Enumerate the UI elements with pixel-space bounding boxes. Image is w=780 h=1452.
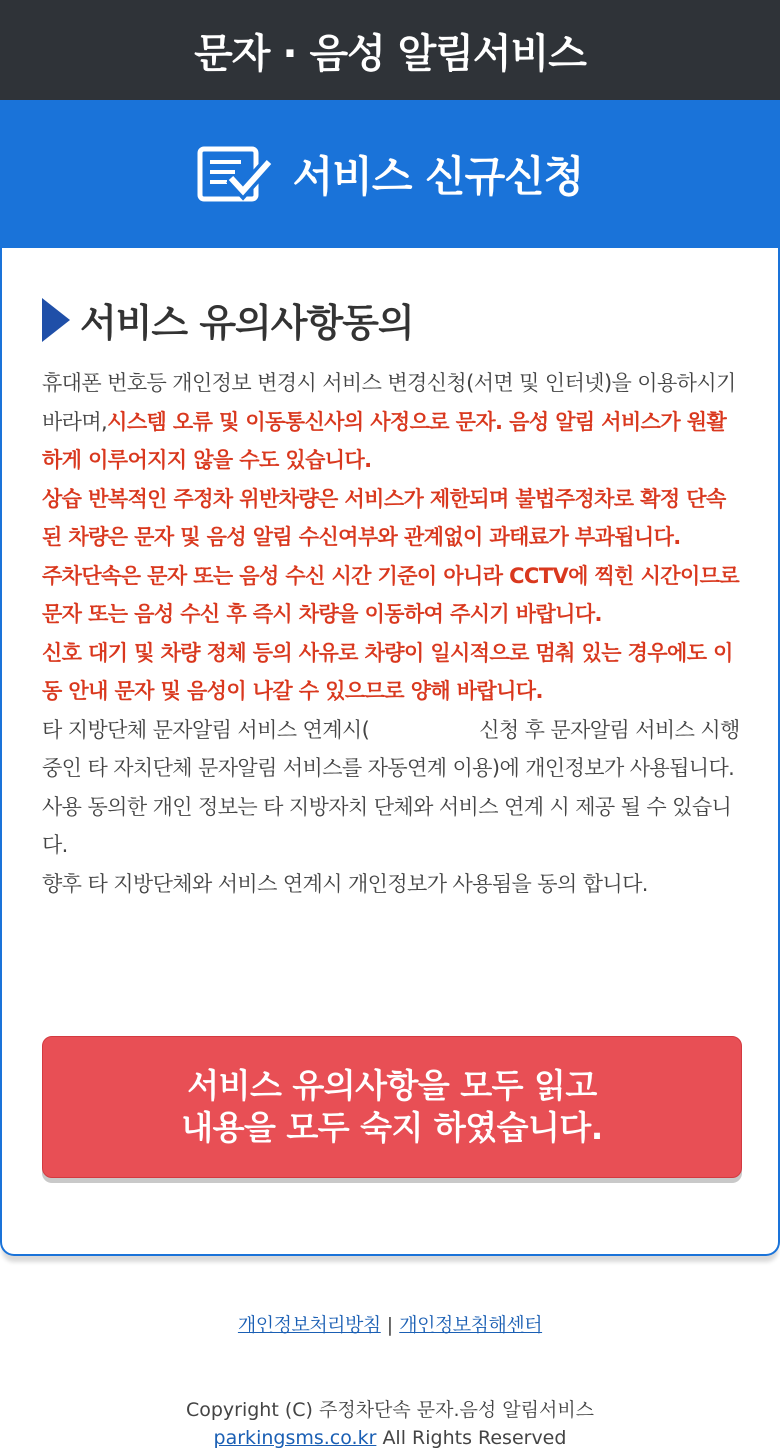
notice-warning-2: 상습 반복적인 주정차 위반차량은 서비스가 제한되며 불법주정차로 확정 단속된 차량은 문자 및 음성 알림 수신여부와 관계없이 과태료가 부과됩니다. — [42, 486, 726, 549]
domain-link[interactable]: parkingsms.co.kr — [213, 1427, 377, 1449]
agree-button-line2: 내용을 모두 숙지 하였습니다. — [181, 1108, 603, 1147]
triangle-bullet-icon — [42, 298, 70, 342]
section-title: 서비스 유의사항동의 — [80, 301, 414, 345]
notice-linkage-b: 신청 후 문자알림 서비스 시행중인 타 자치단체 문자알림 서비스를 자동연계 이용)에 개인정보가 사용됩니다. — [42, 717, 740, 780]
notice-linkage-a: 타 지방단체 문자알림 서비스 연계시( — [42, 717, 370, 742]
section-heading — [42, 292, 414, 347]
notice-warning-1: 시스템 오류 및 이동통신사의 사정으로 문자. 음성 알림 서비스가 원활하게 이루어지지 않을 수도 있습니다. — [42, 409, 727, 472]
notice-text — [42, 364, 742, 903]
rights-line — [0, 1424, 780, 1452]
rights-text: All Rights Reserved — [382, 1427, 567, 1449]
notice-warning-3: 주차단속은 문자 또는 음성 수신 시간 기준이 아니라 CCTV에 찍힌 시간이므로 문자 또는 음성 수신 후 즉시 차량을 이동하여 주시기 바랍니다. — [42, 563, 740, 626]
copyright-text: Copyright (C) 주정차단속 문자.음성 알림서비스 — [185, 1399, 595, 1421]
footer-copyright — [0, 1396, 780, 1452]
privacy-policy-link[interactable]: 개인정보처리방침 — [237, 1314, 381, 1336]
app-header — [0, 0, 780, 100]
agree-button-line1: 서비스 유의사항을 모두 읽고 — [187, 1066, 597, 1105]
notice-warning-4: 신호 대기 및 차량 정체 등의 사유로 차량이 일시적으로 멈춰 있는 경우에도 이동 안내 문자 및 음성이 나갈 수 있으므로 양해 바랍니다. — [42, 640, 733, 703]
notice-intro: 휴대폰 번호등 개인정보 변경시 서비스 변경신청(서면 및 인터넷)을 이용하시기 바라며, — [42, 371, 736, 434]
agree-button[interactable] — [42, 1036, 742, 1178]
notice-consent-1: 사용 동의한 개인 정보는 타 지방자치 단체와 서비스 연계 시 제공 될 수 있습니다. — [42, 794, 732, 857]
notice-consent-2: 향후 타 지방단체와 서비스 연계시 개인정보가 사용됨을 동의 합니다. — [42, 871, 648, 896]
footer-separator: | — [386, 1314, 394, 1336]
privacy-center-link[interactable]: 개인정보침해센터 — [399, 1314, 543, 1336]
page-banner — [0, 100, 780, 248]
banner-title: 서비스 신규신청 — [292, 152, 584, 201]
document-check-icon — [197, 144, 273, 204]
app-title: 문자 · 음성 알림서비스 — [194, 30, 586, 77]
notice-card — [0, 248, 780, 1256]
footer-links — [0, 1310, 780, 1337]
